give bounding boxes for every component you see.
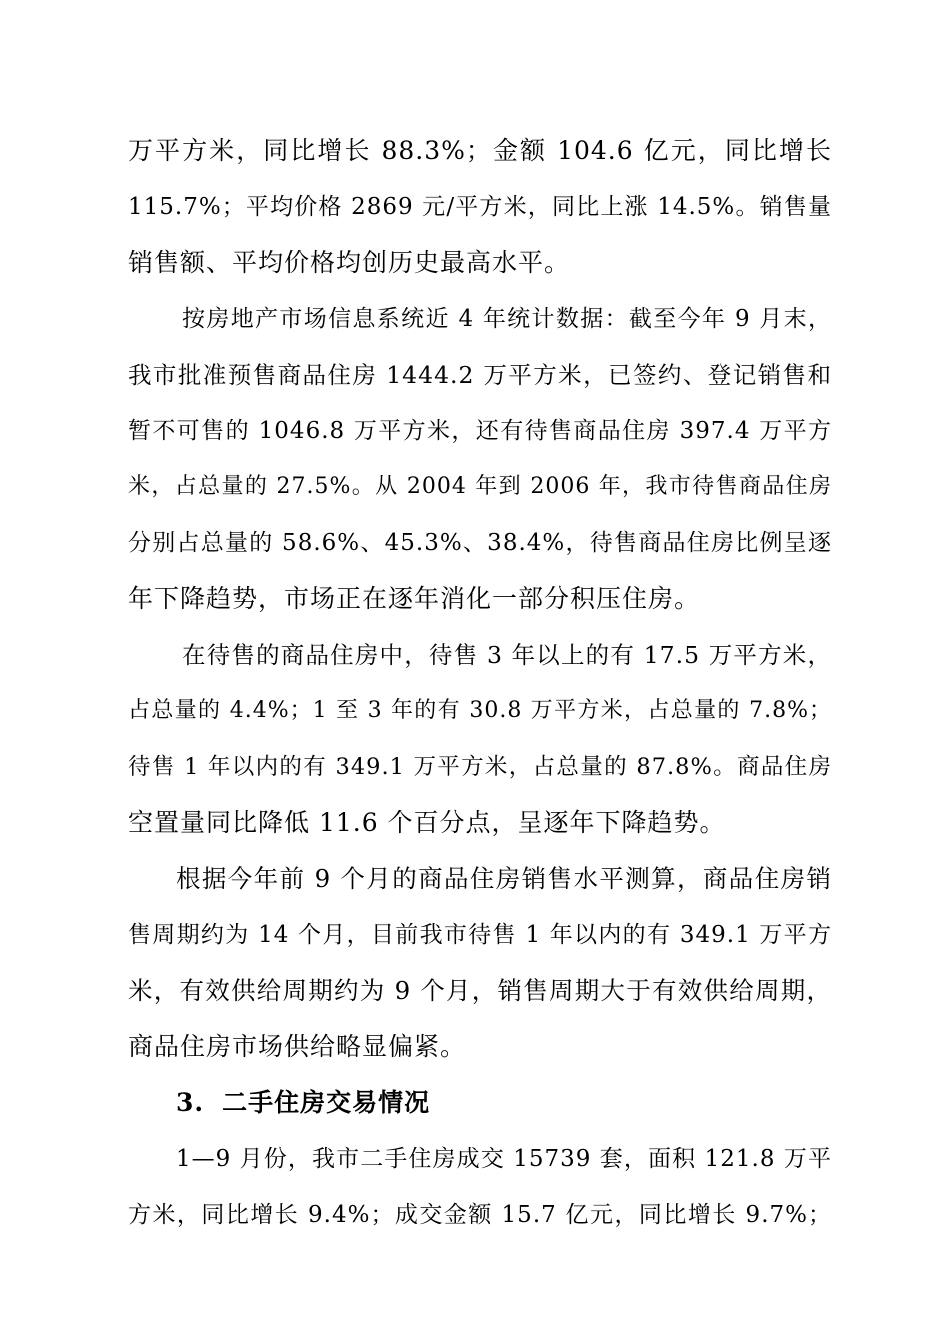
paragraph-4-line-3: 米，有效供给周期约为 9 个月，销售周期大于有效供给周期， — [128, 976, 832, 1005]
section-paragraph-line-2: 方米，同比增长 9.4%；成交金额 15.7 亿元，同比增长 9.7%； — [128, 1202, 832, 1228]
paragraph-1-line-2: 115.7%；平均价格 2869 元/平方米，同比上涨 14.5%。销售量 — [128, 194, 832, 220]
paragraph-4-line-1: 根据今年前 9 个月的商品住房销售水平测算，商品住房销 — [176, 864, 832, 893]
section-paragraph-line-1: 1—9 月份，我市二手住房成交 15739 套，面积 121.8 万平 — [176, 1146, 832, 1172]
paragraph-2-line-5: 分别占总量的 58.6%、45.3%、38.4%，待售商品住房比例呈逐 — [128, 530, 832, 556]
paragraph-2-line-6: 年下降趋势，市场正在逐年消化一部分积压住房。 — [128, 584, 701, 613]
paragraph-3-line-1: 在待售的商品住房中，待售 3 年以上的有 17.5 万平方米， — [182, 641, 832, 669]
paragraph-2-line-2: 我市批准预售商品住房 1444.2 万平方米，已签约、登记销售和 — [128, 361, 832, 389]
paragraph-3-line-4: 空置量同比降低 11.6 个百分点，呈逐年下降趋势。 — [128, 808, 726, 837]
paragraph-1-line-1: 万平方米，同比增长 88.3%；金额 104.6 亿元，同比增长 — [128, 136, 832, 165]
paragraph-2-line-1: 按房地产市场信息系统近 4 年统计数据：截至今年 9 月末， — [182, 306, 832, 332]
paragraph-3-line-3: 待售 1 年以内的有 349.1 万平方米，占总量的 87.8%。商品住房 — [128, 754, 832, 780]
paragraph-2-line-4: 米，占总量的 27.5%。从 2004 年到 2006 年，我市待售商品住房 — [128, 474, 832, 499]
paragraph-1-line-3: 销售额、平均价格均创历史最高水平。 — [128, 248, 571, 277]
paragraph-4-line-2: 售周期约为 14 个月，目前我市待售 1 年以内的有 349.1 万平方 — [128, 922, 832, 948]
paragraph-2-line-3: 暂不可售的 1046.8 万平方米，还有待售商品住房 397.4 万平方 — [128, 418, 832, 444]
section-heading — [176, 1087, 430, 1119]
paragraph-3-line-2: 占总量的 4.4%；1 至 3 年的有 30.8 万平方米，占总量的 7.8%； — [128, 698, 832, 723]
section-heading-title: 二手住房交易情况 — [222, 1088, 431, 1117]
paragraph-4-line-4: 商品住房市场供给略显偏紧。 — [128, 1032, 467, 1061]
section-heading-number: 3. — [176, 1088, 205, 1117]
